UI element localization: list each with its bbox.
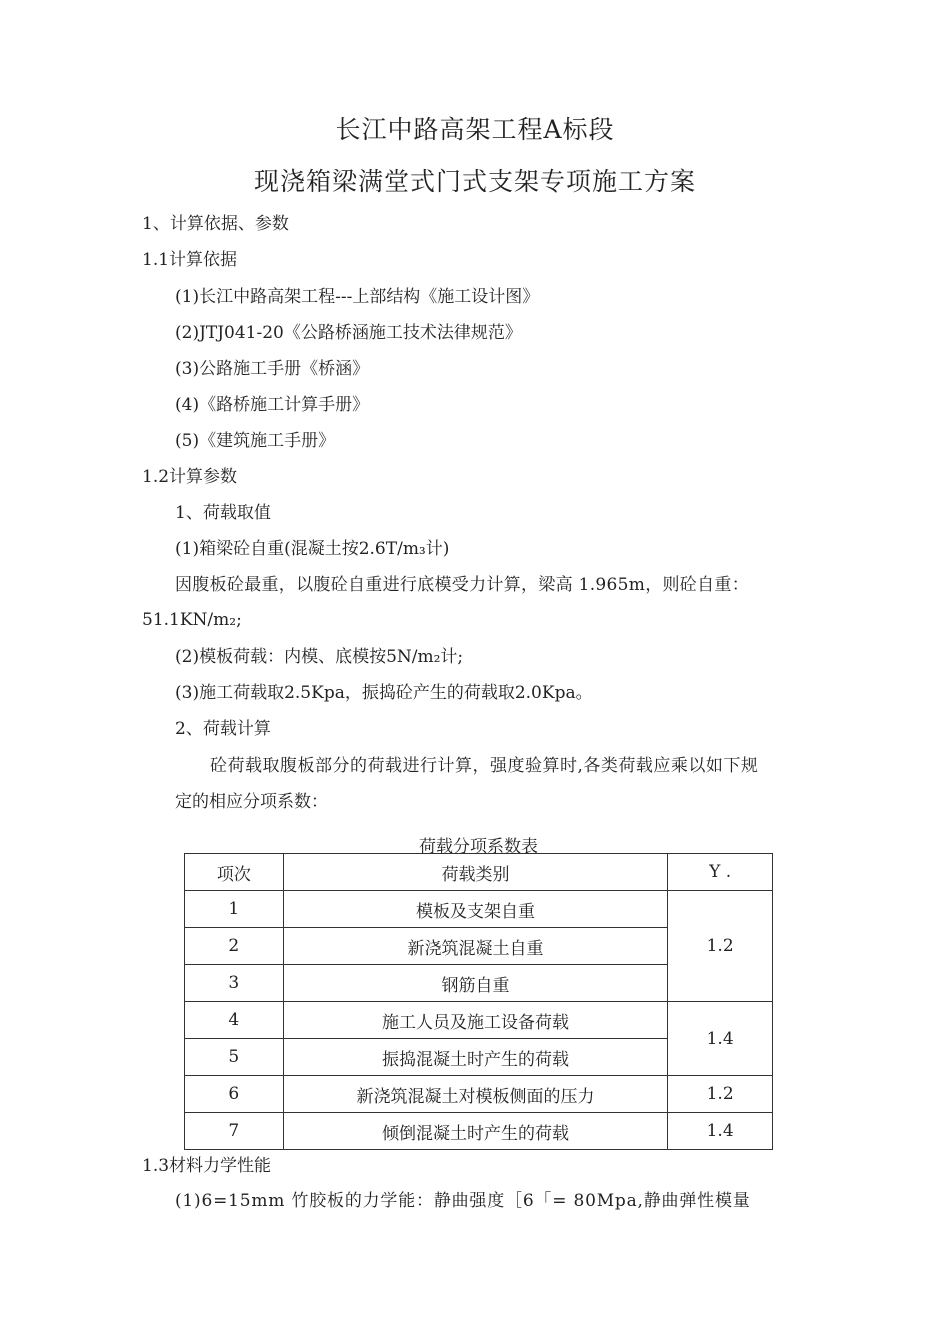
table-row bbox=[185, 1002, 773, 1039]
reference-item: (1)长江中路高架工程---上部结构《施工设计图》 bbox=[175, 287, 540, 307]
table-cell: 新浇筑混凝土对模板侧面的压力 bbox=[283, 1076, 668, 1113]
paragraph: 定的相应分项系数： bbox=[175, 792, 328, 812]
table-cell: 模板及支架自重 bbox=[283, 891, 668, 928]
reference-item: (2)JTJ041-20《公路桥涵施工技术法律规范》 bbox=[175, 323, 522, 343]
reference-item: (4)《路桥施工计算手册》 bbox=[175, 395, 370, 415]
document-subtitle: 现浇箱梁满堂式门式支架专项施工方案 bbox=[253, 167, 696, 196]
table-cell: 5 bbox=[185, 1039, 284, 1076]
load-coefficient-table bbox=[184, 853, 773, 1150]
table-cell: 施工人员及施工设备荷载 bbox=[283, 1002, 668, 1039]
table-cell: 倾倒混凝土时产生的荷载 bbox=[283, 1113, 668, 1150]
paragraph: (1)箱梁砼自重(混凝土按2.6T/m₃计) bbox=[175, 539, 450, 559]
reference-item: (5)《建筑施工手册》 bbox=[175, 431, 336, 451]
table-cell: 3 bbox=[185, 965, 284, 1002]
paragraph-heading: 1、荷载取值 bbox=[175, 503, 271, 523]
table-cell: 钢筋自重 bbox=[283, 965, 668, 1002]
table-row bbox=[185, 1076, 773, 1113]
table-cell: 1 bbox=[185, 891, 284, 928]
table-header: 荷载类别 bbox=[283, 854, 668, 891]
paragraph: (1)6=15mm 竹胶板的力学能：静曲强度［6「= 80Mpa,静曲弹性模量 bbox=[175, 1191, 751, 1211]
paragraph: 因腹板砼最重，以腹砼自重进行底模受力计算，梁高 1.965m，则砼自重： bbox=[175, 575, 749, 595]
table-header: Y . bbox=[668, 854, 773, 891]
table-cell: 4 bbox=[185, 1002, 284, 1039]
table-header: 项次 bbox=[185, 854, 284, 891]
document-title: 长江中路高架工程A标段 bbox=[335, 115, 615, 144]
table-cell: 振捣混凝土时产生的荷载 bbox=[283, 1039, 668, 1076]
paragraph: 砼荷载取腹板部分的荷载进行计算，强度验算时,各类荷载应乘以如下规 bbox=[210, 756, 759, 776]
table-cell: 2 bbox=[185, 928, 284, 965]
table-row bbox=[185, 891, 773, 928]
table-row bbox=[185, 1113, 773, 1150]
paragraph-heading: 2、荷载计算 bbox=[175, 719, 271, 739]
table-header-row bbox=[185, 854, 773, 891]
table-cell: 1.2 bbox=[668, 891, 773, 1002]
subsection-heading: 1.3材料力学性能 bbox=[142, 1156, 272, 1176]
paragraph: (3)施工荷载取2.5Kpa，振捣砼产生的荷载取2.0Kpa。 bbox=[175, 683, 593, 703]
table-cell: 7 bbox=[185, 1113, 284, 1150]
table-cell: 1.4 bbox=[668, 1113, 773, 1150]
paragraph: 51.1KN/m₂; bbox=[142, 610, 242, 630]
reference-item: (3)公路施工手册《桥涵》 bbox=[175, 359, 370, 379]
table-cell: 6 bbox=[185, 1076, 284, 1113]
table-caption: 荷载分项系数表 bbox=[419, 837, 538, 857]
table-cell: 新浇筑混凝土自重 bbox=[283, 928, 668, 965]
section-heading: 1、计算依据、参数 bbox=[142, 214, 289, 234]
table-cell: 1.2 bbox=[668, 1076, 773, 1113]
paragraph: (2)模板荷载：内模、底模按5N/m₂计; bbox=[175, 647, 464, 667]
table-cell: 1.4 bbox=[668, 1002, 773, 1076]
subsection-heading: 1.1计算依据 bbox=[142, 250, 238, 270]
subsection-heading: 1.2计算参数 bbox=[142, 467, 238, 487]
